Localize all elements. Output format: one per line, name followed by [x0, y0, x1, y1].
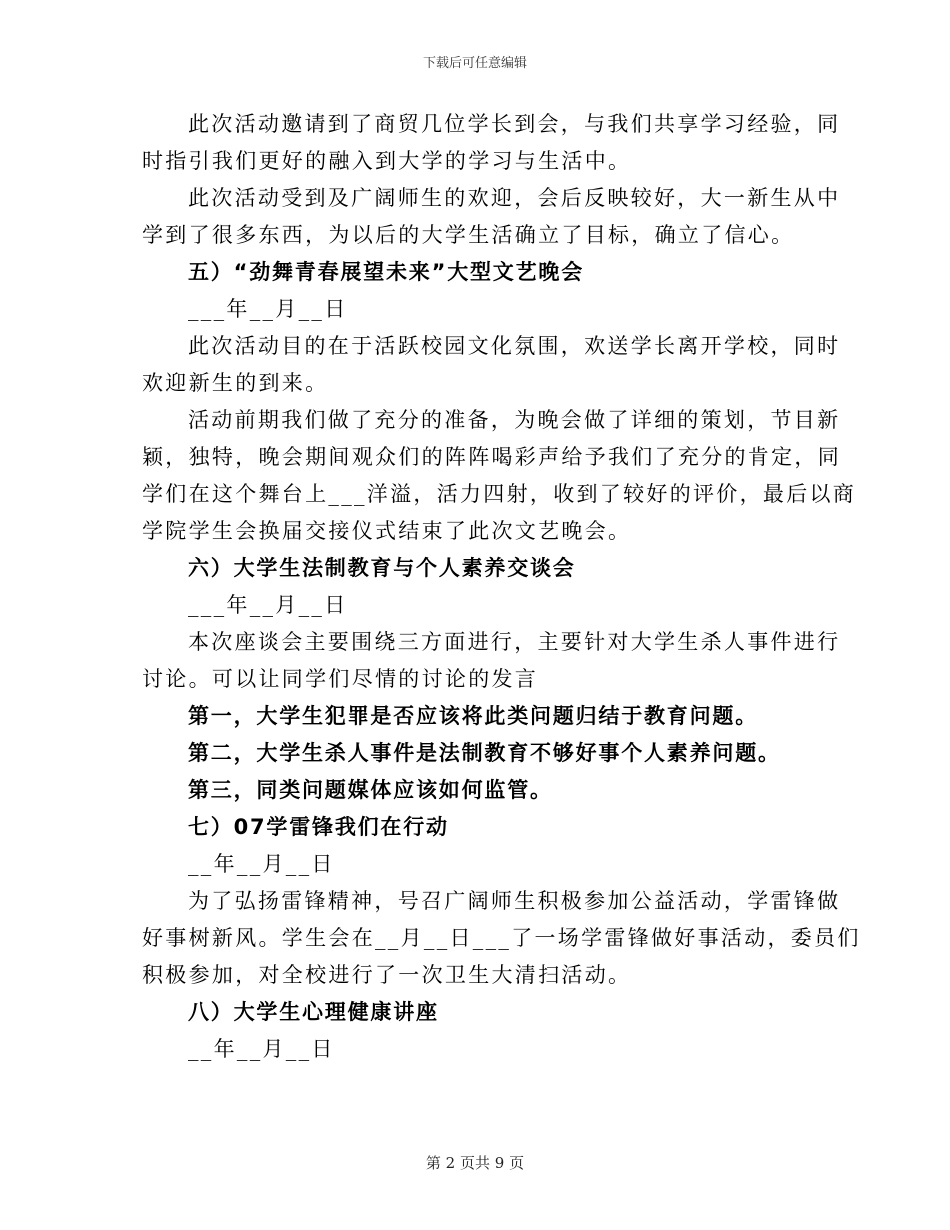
paragraph-line: 本次座谈会主要围绕三方面进行，主要针对大学生杀人事件进行 — [188, 630, 841, 654]
paragraph-line: 学们在这个舞台上___洋溢，活力四射，收到了较好的评价，最后以商 — [142, 482, 857, 506]
paragraph-line: 讨论。可以让同学们尽情的讨论的发言 — [142, 667, 539, 691]
paragraph-line: 此次活动受到及广阔师生的欢迎，会后反映较好，大一新生从中 — [188, 186, 841, 210]
page-footer: 第 2 页共 9 页 — [425, 1154, 525, 1172]
paragraph-line: 学到了很多东西，为以后的大学生活确立了目标，确立了信心。 — [142, 223, 795, 247]
section-heading: 七）07学雷锋我们在行动 — [188, 815, 449, 839]
bold-point: 第一，大学生犯罪是否应该将此类问题归结于教育问题。 — [188, 704, 758, 728]
paragraph-line: 好事树新风。学生会在__月__日___了一场学雷锋做好事活动，委员们 — [142, 926, 861, 950]
paragraph-line: 颖，独特，晚会期间观众们的阵阵喝彩声给予我们了充分的肯定，同 — [142, 445, 841, 469]
date-line: ___年__月__日 — [188, 297, 348, 321]
document-body — [142, 106, 861, 1068]
bold-point: 第二，大学生杀人事件是法制教育不够好事个人素养问题。 — [188, 741, 781, 765]
paragraph-line: 学院学生会换届交接仪式结束了此次文艺晚会。 — [142, 519, 632, 543]
section-heading: 六）大学生法制教育与个人素养交谈会 — [188, 556, 576, 580]
paragraph-line: 此次活动目的在于活跃校园文化氛围，欢送学长离开学校，同时 — [188, 334, 841, 358]
date-line: __年__月__日 — [188, 1037, 335, 1061]
section-heading: 八）大学生心理健康讲座 — [188, 1000, 439, 1024]
paragraph-line: 欢迎新生的到来。 — [142, 371, 329, 395]
page-header: 下载后可任意编辑 — [422, 56, 527, 71]
date-line: __年__月__日 — [188, 852, 335, 876]
date-line: ___年__月__日 — [188, 593, 348, 617]
paragraph-line: 积极参加，对全校进行了一次卫生大清扫活动。 — [142, 963, 632, 987]
bold-point: 第三，同类问题媒体应该如何监管。 — [188, 778, 553, 802]
paragraph-line: 此次活动邀请到了商贸几位学长到会，与我们共享学习经验，同 — [188, 112, 841, 136]
paragraph-line: 为了弘扬雷锋精神，号召广阔师生积极参加公益活动，学雷锋做 — [188, 889, 841, 913]
paragraph-line: 活动前期我们做了充分的准备，为晚会做了详细的策划，节目新 — [188, 408, 841, 432]
paragraph-line: 时指引我们更好的融入到大学的学习与生活中。 — [142, 149, 632, 173]
section-heading: 五）“劲舞青春展望未来”大型文艺晚会 — [188, 260, 585, 284]
